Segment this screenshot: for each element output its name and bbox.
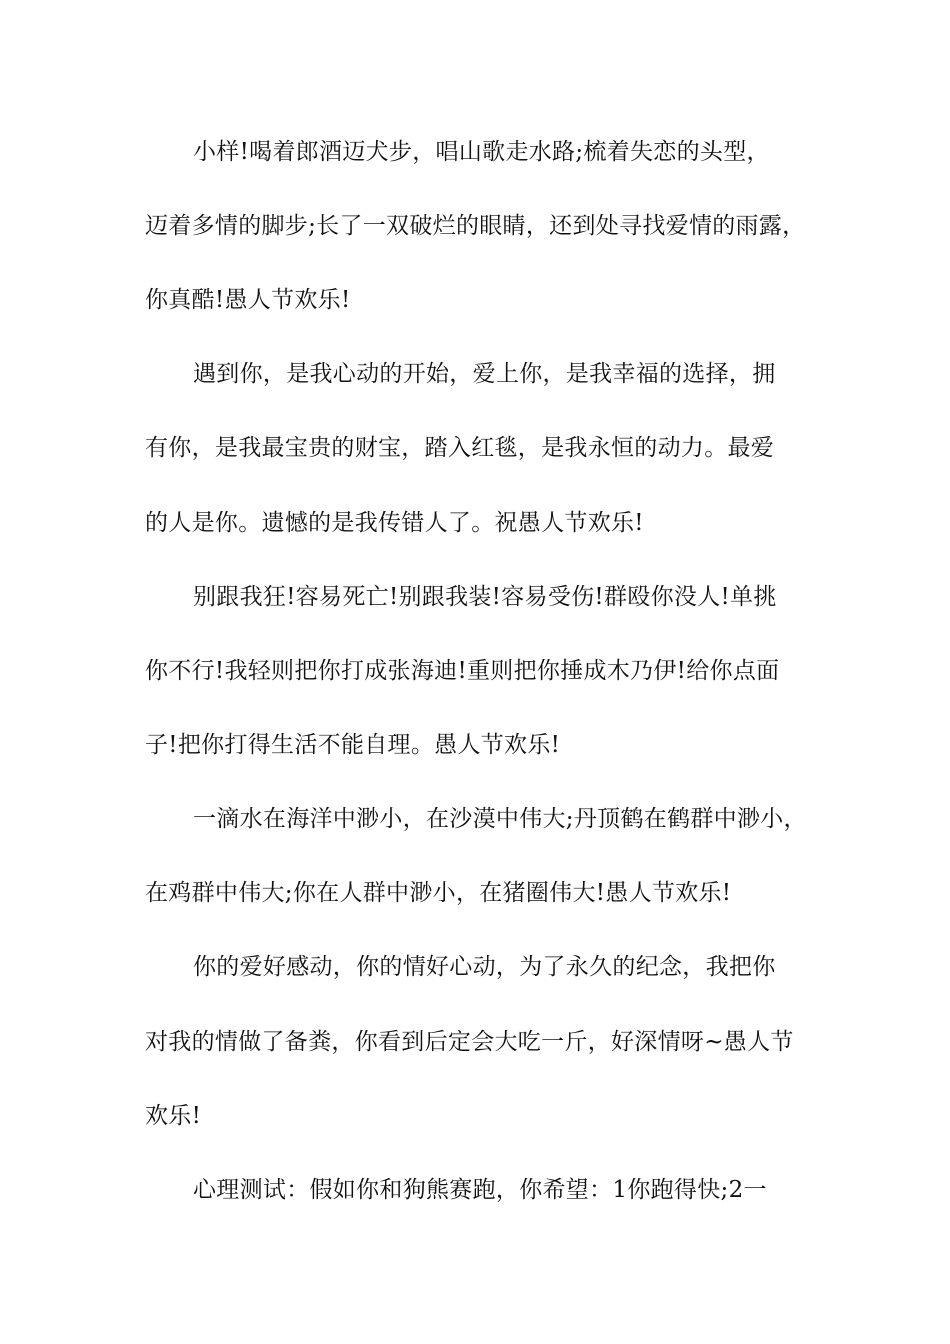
text-line: 遇到你，是我心动的开始，爱上你，是我幸福的选择，拥 — [193, 361, 776, 387]
text-line: 对我的情做了备粪，你看到后定会大吃一斤，好深情呀~愚人节 — [145, 1029, 794, 1055]
text-line: 小样!喝着郎酒迈犬步，唱山歌走水路;梳着失恋的头型， — [193, 139, 770, 165]
text-line: 子!把你打得生活不能自理。愚人节欢乐! — [145, 732, 561, 758]
text-line: 的人是你。遗憾的是我传错人了。祝愚人节欢乐! — [145, 510, 644, 536]
text-line: 别跟我狂!容易死亡!别跟我装!容易受伤!群殴你没人!单挑 — [193, 584, 777, 610]
text-line: 心理测试：假如你和狗熊赛跑，你希望：1你跑得快;2一 — [193, 1177, 767, 1203]
text-line: 在鸡群中伟大;你在人群中渺小，在猪圈伟大!愚人节欢乐! — [145, 880, 732, 906]
text-line: 你的爱好感动，你的情好心动，为了永久的纪念，我把你 — [193, 954, 776, 980]
text-line: 迈着多情的脚步;长了一双破烂的眼睛，还到处寻找爱情的雨露， — [145, 213, 806, 239]
text-line: 一滴水在海洋中渺小，在沙漠中伟大;丹顶鹤在鹤群中渺小， — [193, 806, 807, 832]
text-line: 你不行!我轻则把你打成张海迪!重则把你捶成木乃伊!给你点面 — [145, 658, 780, 684]
text-line: 你真酷!愚人节欢乐! — [145, 287, 351, 313]
text-line: 欢乐! — [145, 1103, 202, 1129]
text-line: 有你，是我最宝贵的财宝，踏入红毯，是我永恒的动力。最爱 — [145, 435, 775, 461]
